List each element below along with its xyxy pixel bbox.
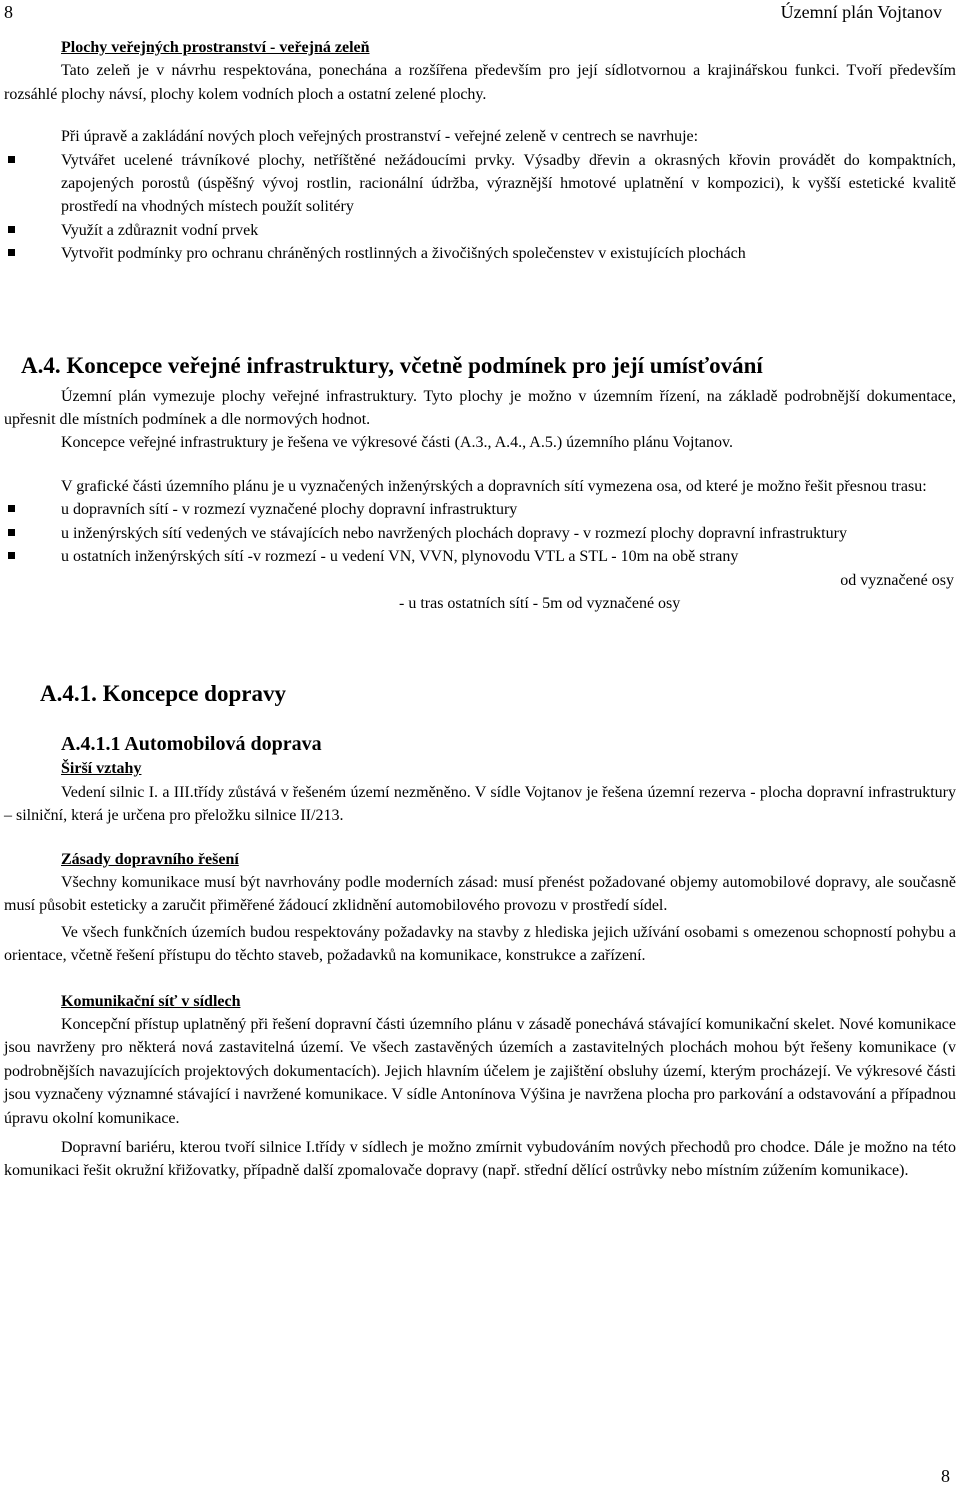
list-item-text: Vytvořit podmínky pro ochranu chráněných rostlinných a živočišných společenstev v existujících plochách [61, 245, 746, 263]
bullet-icon [8, 529, 15, 536]
list-item [4, 219, 956, 242]
header-page-number: 8 [4, 2, 13, 22]
list-item-text: u inženýrských sítí vedených ve stávajících nebo navržených plochách dopravy - v rozmezí plochy dopravní infrastruktury [61, 524, 847, 542]
bullet-icon [8, 249, 15, 256]
bullet-icon [8, 226, 15, 233]
topic-heading: Širší vztahy [61, 760, 142, 778]
paragraph: V grafické části územního plánu je u vyznačených inženýrských a dopravních sítí vymezena osa, od které je možno řešit přesnou trasu: [61, 477, 927, 495]
paragraph: Ve všech funkčních územích budou respektovány požadavky na stavby z hlediska jejich užívání osobami s omezenou schopností pohybu a orientace, včetně řešení přístupu do těchto staveb, požadavků na komunikace, konstrukce a zařízení. [4, 923, 956, 965]
paragraph: Územní plán vymezuje plochy veřejné infrastruktury. Tyto plochy je možno v územním řízení, na základě podrobnější dokumentace, upřesnit dle místních podmínek a dle normových hodnot. [4, 387, 956, 429]
list-item-text: u dopravních sítí - v rozmezí vyznačené plochy dopravní infrastruktury [61, 501, 518, 519]
page-header [4, 2, 942, 26]
section-heading-public-green: Plochy veřejných prostranství - veřejná zeleň [61, 39, 370, 56]
paragraph: Všechny komunikace musí být navrhovány podle moderních zásad: musí přenést požadované objemy automobilové dopravy, ale současně musí působit esteticky a zaručit přiměřené žádoucí zklidnění automobilového provozu v prostředí sídel. [4, 873, 956, 915]
list-continuation: od vyznačené osy [840, 571, 954, 589]
list-item [4, 522, 956, 545]
list-item-text: Využít a zdůraznit vodní prvek [61, 221, 259, 239]
paragraph: Při úpravě a zakládání nových ploch veřejných prostranství - veřejné zeleně v centrech se navrhuje: [61, 128, 699, 146]
paragraph: Koncepce veřejné infrastruktury je řešena ve výkresové části (A.3., A.4., A.5.) územního plánu Vojtanov. [61, 434, 733, 452]
topic-heading: Zásady dopravního řešení [61, 850, 239, 868]
header-document-title: Územní plán Vojtanov [780, 2, 942, 22]
list-item [4, 498, 956, 521]
list-item [4, 149, 956, 219]
topic-heading: Komunikační síť v sídlech [61, 992, 241, 1010]
footer-page-number: 8 [941, 1466, 950, 1486]
paragraph: Dopravní bariéru, kterou tvoří silnice I.třídy v sídlech je možno zmírnit vybudováním nových přechodů pro chodce. Dále je možno na této komunikaci řešit okružní křižovatky, případně další zpomalovače dopravy (např. střední dělící ostrůvky nebo místním zúžením komunikace). [4, 1139, 956, 1180]
list-item [4, 242, 956, 265]
bullet-icon [8, 156, 15, 163]
list-item [4, 545, 956, 568]
paragraph: Vedení silnic I. a III.třídy zůstává v řešeném území nezměněno. V sídle Vojtanov je řešena územní rezerva - plocha dopravní infrastruktury – silniční, která je určena pro přeložku silnice II/213. [4, 783, 956, 825]
section-heading-a41: A.4.1. Koncepce dopravy [40, 681, 286, 707]
list-continuation: - u tras ostatních sítí - 5m od vyznačené osy [399, 594, 681, 612]
bullet-icon [8, 552, 15, 559]
paragraph: Tato zeleň je v návrhu respektována, ponechána a rozšířena především pro její sídlotvornou a krajinářskou funkci. Tvoří především rozsáhlé plochy návsí, plochy kolem vodních ploch a ostatní zelené plochy. [4, 62, 956, 103]
bullet-icon [8, 505, 15, 512]
list-item-text: Vytvářet ucelené trávníkové plochy, netříštěné nežádoucími prvky. Výsadby dřevin a okrasných křovin provádět do kompaktních, zapojených porostů (úspěšný vývoj rostlin, racionální údržba, výraznější hmotové uplatnění v kompozici), k vyšší estetické kvalitě prostředí na vhodných místech použít solitéry [61, 151, 956, 216]
page-content [4, 36, 956, 1183]
paragraph: Koncepční přístup uplatněný při řešení dopravní části územního plánu v zásadě ponechává stávající komunikační skelet. Nové komunikace jsou navrženy pro některá nová zastavitelná území. Ve všech zastavěných územích a zastavitelných plochách mohou být řešeny komunikace (v podrobnějších navazujících projektových dokumentacích). Jejich hlavním účelem je zajištění obsluhy území, kterým procházejí. Ve výkresové části jsou vyznačeny významné stávající i navržené komunikace. V sídle Antonínova Výšina je navržena plocha pro parkování a odstavování a případnou úpravu okolní komunikace. [4, 1015, 956, 1127]
subsection-heading-a411: A.4.1.1 Automobilová doprava [61, 733, 322, 756]
chapter-heading-a4: A.4. Koncepce veřejné infrastruktury, včetně podmínek pro její umísťování [21, 352, 763, 378]
list-item-text: u ostatních inženýrských sítí -v rozmezí - u vedení VN, VVN, plynovodu VTL a STL - 10m na obě strany [61, 548, 739, 566]
